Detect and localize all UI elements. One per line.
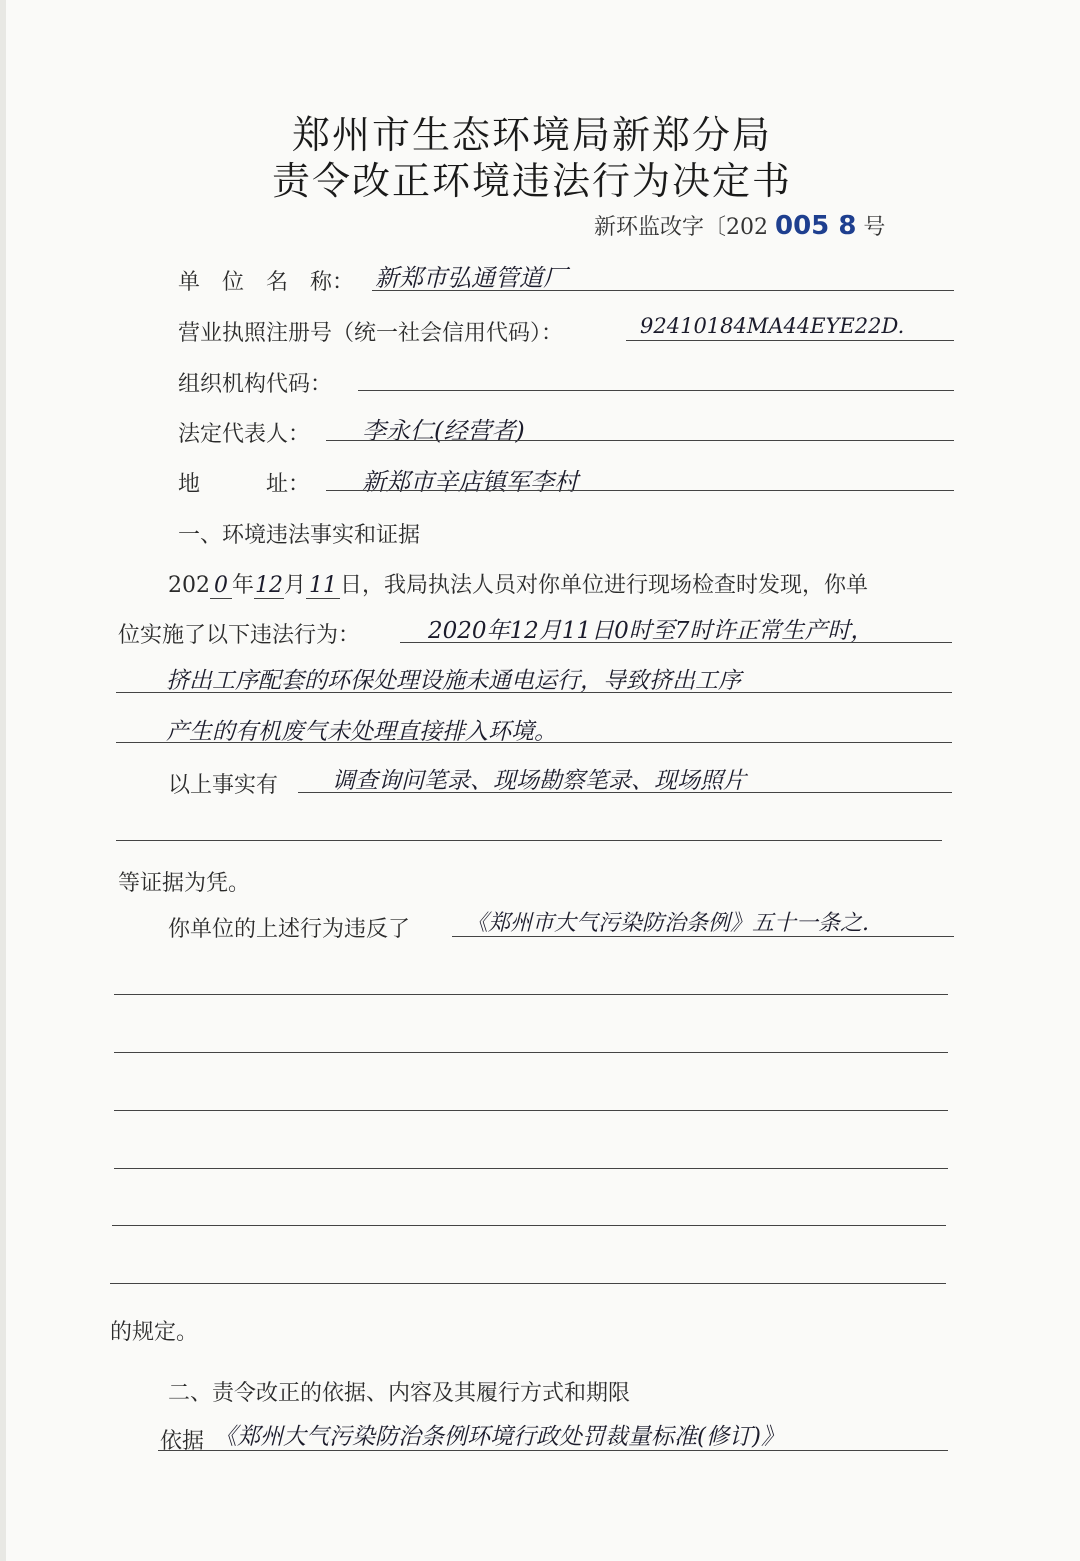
blank-line-5 <box>112 1225 946 1226</box>
blank-line-6 <box>110 1283 946 1284</box>
unit-name-underline <box>372 290 954 291</box>
license-underline <box>626 340 954 341</box>
date-month-value: 12 <box>255 573 284 598</box>
violated-value: 《郑州市大气污染防治条例》五十一条之. <box>466 911 869 936</box>
evidence-label: 以上事实有 <box>168 773 279 798</box>
address-value: 新郑市辛店镇军李村 <box>362 468 578 496</box>
basis-value: 《郑州大气污染防治条例环境行政处罚裁量标准(修订)》 <box>214 1424 784 1450</box>
date-day-text: 日，我局执法人员对你单位进行现场检查时发现，你单 <box>340 573 869 598</box>
blank-line-4 <box>114 1168 948 1169</box>
violation-line2: 挤出工序配套的环保处理设施未通电运行，导致挤出工序 <box>166 668 741 694</box>
date-prefix: 202 <box>168 573 210 598</box>
blank-line-2 <box>114 1052 948 1053</box>
license-label: 营业执照注册号（统一社会信用代码）： <box>178 321 564 346</box>
evidence-underline <box>298 792 952 793</box>
document-title-line2: 责令改正环境违法行为决定书 <box>271 159 792 203</box>
violation-intro: 位实施了以下违法行为： <box>118 623 361 648</box>
address-label: 地 址： <box>178 472 311 497</box>
blank-line-1 <box>114 994 948 995</box>
basis-label: 依据 <box>160 1429 205 1454</box>
violation-line1: 2020年12月11日0时至7时许正常生产时， <box>428 618 874 644</box>
page-edge-shadow <box>0 0 6 1561</box>
docno-prefix: 新环监改字〔202 <box>594 215 768 240</box>
blank-line-3 <box>114 1110 948 1111</box>
violation-underline1 <box>400 642 952 643</box>
date-month-char: 月 <box>284 573 307 598</box>
evidence-underline2 <box>116 840 942 841</box>
unit-name-value: 新郑市弘通管道厂 <box>375 264 567 292</box>
date-day-value: 11 <box>306 573 340 599</box>
evidence-suffix: 等证据为凭。 <box>118 871 251 896</box>
section2-heading: 二、责令改正的依据、内容及其履行方式和期限 <box>168 1381 631 1406</box>
provision-suffix: 的规定。 <box>110 1320 199 1345</box>
legal-rep-underline <box>326 440 954 441</box>
org-code-label: 组织机构代码： <box>178 372 333 397</box>
legal-rep-value: 李永仁(经营者) <box>362 417 525 445</box>
legal-rep-label: 法定代表人： <box>178 422 311 447</box>
violation-underline3 <box>116 742 952 743</box>
date-sentence <box>168 568 868 599</box>
date-year-char: 年 <box>232 573 255 598</box>
document-title-line1: 郑州市生态环境局新郑分局 <box>291 113 772 157</box>
evidence-value: 调查询问笔录、现场勘察笔录、现场照片 <box>332 768 746 794</box>
unit-name-label: 单 位 名 称： <box>178 270 355 295</box>
violation-line3: 产生的有机废气未处理直接排入环境。 <box>166 719 557 745</box>
address-underline <box>326 490 954 491</box>
violated-underline <box>452 936 954 937</box>
license-value: 92410184MA44EYE22D. <box>640 314 905 338</box>
violation-underline2 <box>116 692 952 693</box>
section1-heading: 一、环境违法事实和证据 <box>178 523 421 548</box>
violated-label: 你单位的上述行为违反了 <box>168 917 411 942</box>
basis-underline <box>158 1450 948 1451</box>
org-code-underline <box>358 390 954 391</box>
date-year-digit: 0 <box>210 573 232 599</box>
docno-stamp: 005 8 <box>775 211 857 241</box>
docno-suffix: 号 <box>863 215 886 240</box>
document-number <box>594 210 885 241</box>
